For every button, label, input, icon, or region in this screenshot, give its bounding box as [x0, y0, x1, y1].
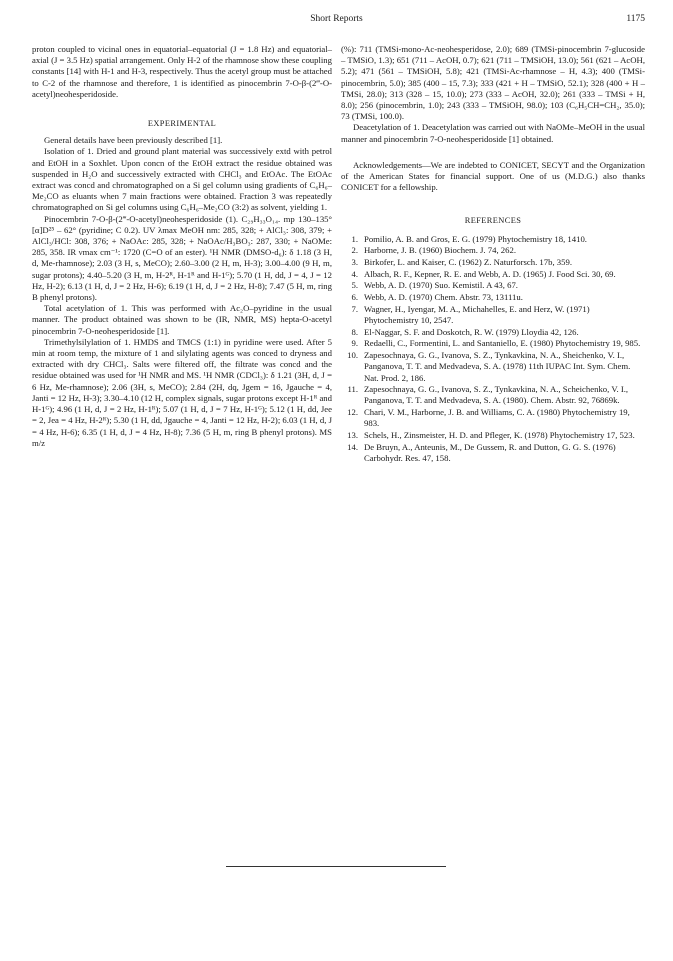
reference-item	[341, 407, 645, 429]
page-number: 1175	[626, 14, 645, 24]
references-heading: REFERENCES	[464, 216, 522, 226]
silylation-paragraph: Trimethylsilylation of 1. HMDS and TMCS (1:1) in pyridine were used. After 5 min at room temp, the mixture of 1 and silylating agents was conced to dryness and extracted with dry CHCl₃. Salts were filtered off, the filtrate was concd and the residue obtained was used for ¹H NMR and MS. ¹H NMR (CDCl₃): δ 1.21 (3H, d, J = 6 Hz, Me-rhamnose); 2.06 (3H, s, MeCO); 2.84 (2H, dq, Jgem = 16, Jgauche = 4, Janti = 12 Hz, H-3); 3.30–4.10 (12 H, complex signals, sugar protons except H-1ᴿ and H-1ᴳ); 4.96 (1 H, d, J = 2 Hz, H-1ᴿ); 5.07 (1 H, d, J = 7 Hz, H-1ᴳ); 5.12 (1 H, dd, Jee = 2, Jea = 4 Hz, H-2ᴿ); 5.30 (1 H, dd, Jgauche = 4, Janti = 12 Hz, H-2); 6.03 (1 H, d, J = 4 Hz, H-6); 6.35 (1 H, d, J = 4 Hz, H-8); 7.36 (5 H, m, ring B phenyl protons). MS m/z	[32, 336, 332, 448]
reference-number: 11.	[347, 384, 358, 395]
reference-text: Zapesochnaya, G. G., Ivanova, S. Z., Tynkavkina, N. A., Sheichenko, V. I., Panganova, T. T. and Medvadeva, S. A. (1978) 11th IUPAC Int. Sym. Chem. Nat. Prod. 2, 186.	[364, 350, 631, 383]
right-column	[341, 44, 645, 465]
reference-text: Schels, H., Zinsmeister, H. D. and Pfleger, K. (1978) Phytochemistry 17, 523.	[364, 430, 635, 441]
reference-number: 14.	[347, 441, 358, 452]
reference-number: 3.	[351, 257, 358, 268]
reference-text: Webb, A. D. (1970) Chem. Abstr. 73, 13111u.	[364, 292, 523, 303]
mass-spectrum-paragraph: (%): 711 (TMSi-mono-Ac-neohesperidose, 2.0); 689 (TMSi-pinocembrin 7-glucoside – TMSiO, 1.3); 651 (711 – AcOH, 0.7); 621 (711 – TMSiOH, 13.0); 561 (621 – AcOH, 5.2); 471 (561 – TMSiOH, 5.8); 421 (TMSi-Ac-rhamnose – H, 4.3); 400 (TMSi-pinocembrin, 5.0); 385 (400 – 15, 7.3); 333 (421 + H – TMSiO, 52.1); 328 (400 + H – TMSi, 28.0); 313 (328 – 15, 10.0); 273 (333 – AcOH, 32.0); 261 (333 – TMSi + H, 8.0); 256 (pinocembrin, 1.0); 243 (333 – TMSiOH, 98.0); 103 (C₆H₅CH=CH₂, 35.0); 73 (TMSi, 100.0).	[341, 44, 645, 122]
reference-text: Albach, R. F., Kepner, R. E. and Webb, A. D. (1965) J. Food Sci. 30, 69.	[364, 268, 616, 279]
acetylation-paragraph: Total acetylation of 1. This was performed with Ac₂O–pyridine in the usual manner. The product obtained was shown to be (IR, NMR, MS) hepta-O-acetyl pinocembrin 7-O-neohesperidoside [1].	[32, 303, 332, 336]
reference-item	[341, 338, 645, 349]
reference-text: Wagner, H., Iyengar, M. A., Michahelles, E. and Herz, W. (1971) Phytochemistry 10, 2547.	[364, 303, 590, 326]
reference-number: 9.	[351, 338, 358, 349]
isolation-paragraph: Isolation of 1. Dried and ground plant material was successively extd with petrol and EtOH in a Soxhlet. Upon concn of the EtOH extract the residue obtained was suspended in H₂O and successively extracted with CHCl₃ and EtOAc. The EtOAc extract was concd and chromatographed on a Si gel column using gradients of C₆H₆–Me₂CO as eluants when 7 main fractions were obtained. Fraction 3 was repeatedly chromatographed on Si gel columns using C₆H₆–Me₂CO (3:2) as solvent, yielding 1.	[32, 146, 332, 213]
reference-number: 4.	[351, 268, 358, 279]
reference-number: 5.	[351, 280, 358, 291]
reference-number: 1.	[351, 233, 358, 244]
reference-text: Redaelli, C., Formentini, L. and Santaniello, E. (1980) Phytochemistry 19, 985.	[364, 338, 641, 349]
reference-item	[341, 350, 645, 384]
reference-text: De Bruyn, A., Anteunis, M., De Gussem, R. and Dutton, G. G. S. (1976) Carbohydr. Res. 47, 158.	[364, 441, 616, 463]
reference-item	[341, 257, 645, 268]
left-column	[32, 44, 332, 449]
reference-text: El-Naggar, S. F. and Doskotch, R. W. (1979) Lloydia 42, 126.	[364, 326, 579, 337]
running-header	[28, 14, 645, 28]
reference-item	[341, 327, 645, 338]
reference-text: Harborne, J. B. (1960) Biochem. J. 74, 262.	[364, 245, 517, 256]
reference-text: Webb, A. D. (1970) Suo. Kemistil. A 43, 67.	[364, 280, 518, 291]
section-title: Short Reports	[310, 14, 363, 24]
reference-item	[341, 234, 645, 245]
reference-text: Zapesochnaya, G. G., Ivanova, S. Z., Tynkavkina, N. A., Scheichenko, V. I., Panganova, T. T. and Medvadeva, S. A. (1980). Chem. Abstr. 92, 76869k.	[364, 384, 629, 406]
reference-number: 7.	[351, 303, 358, 314]
experimental-heading: EXPERIMENTAL	[147, 119, 217, 129]
intro-paragraph: proton coupled to vicinal ones in equatorial–equatorial (J = 1.8 Hz) and equatorial–axial (J = 3.5 Hz) spatial arrangement. Only H-2 of the rhamnose show these coupling constants [14] with H-1 and H-3, respectively. Thus the acetyl group must be attached to C-2 of the rhamnose and therefore, 1 is identified as pinocembrin 7-O-β-(2‴-O-acetyl)neohesperidoside.	[32, 44, 332, 99]
reference-number: 10.	[347, 350, 358, 361]
reference-item	[341, 269, 645, 280]
reference-number: 6.	[351, 292, 358, 303]
reference-list	[341, 234, 645, 465]
reference-item	[341, 430, 645, 441]
deacetylation-paragraph: Deacetylation of 1. Deacetylation was carried out with NaOMe–MeOH in the usual manner and pinocembrin 7-O-neohesperidoside [1] obtained.	[341, 122, 645, 144]
reference-text: Birkofer, L. and Kaiser, C. (1962) Z. Naturforsch. 17b, 359.	[364, 257, 572, 268]
reference-text: Pomilio, A. B. and Gros, E. G. (1979) Phytochemistry 18, 1410.	[364, 233, 587, 244]
reference-item	[341, 442, 645, 464]
acknowledgements-paragraph: Acknowledgements—We are indebted to CONICET, SECYT and the Organization of the American States for financial support. One of us (M.D.G.) also thanks CONICET for a fellowship.	[341, 159, 645, 193]
reference-item	[341, 245, 645, 256]
reference-item	[341, 280, 645, 291]
reference-text: Chari, V. M., Harborne, J. B. and Williams, C. A. (1980) Phytochemistry 19, 983.	[364, 407, 630, 429]
compound-data-paragraph: Pinocembrin 7-O-β-(2‴-O-acetyl)neohesperidoside (1). C₂₉H₃₃O₁₄. mp 130–135° [α]D²⁵ – 62° (pyridine; C 0.2). UV λmax MeOH nm: 285, 328; + AlCl₃: 308, 379; + AlCl₃/HCl: 308, 376; + NaOAc: 285, 328; + NaOAc/H₃BO₃: 287, 330; + NaOMe: 285, 358. IR νmax cm⁻¹: 1720 (C=O of an ester). ¹H NMR (DMSO-d₆): δ 1.18 (3 H, d, Me-rhamnose); 2.03 (3 H, s, MeCO); 2.60–3.00 (2 H, m, H-3); 3.00–4.00 (9 H, m, sugar protons); 4.40–5.20 (3 H, m, H-2ᴿ, H-1ᴿ and H-1ᴳ); 5.70 (1 H, dd, J = 4, J = 12 Hz, H-2); 6.13 (1 H, d, J = 2 Hz, H-6); 6.19 (1 H, d, J = 2 Hz, H-8); 7.47 (5 H, m, ring B phenyl protons).	[32, 213, 332, 303]
reference-item	[341, 304, 645, 326]
reference-number: 13.	[347, 430, 358, 441]
reference-number: 12.	[347, 407, 358, 418]
end-rule	[226, 866, 446, 867]
reference-item	[341, 384, 645, 406]
general-details-paragraph: General details have been previously described [1].	[44, 135, 223, 146]
reference-item	[341, 292, 645, 303]
reference-number: 8.	[351, 326, 358, 337]
reference-number: 2.	[351, 245, 358, 256]
